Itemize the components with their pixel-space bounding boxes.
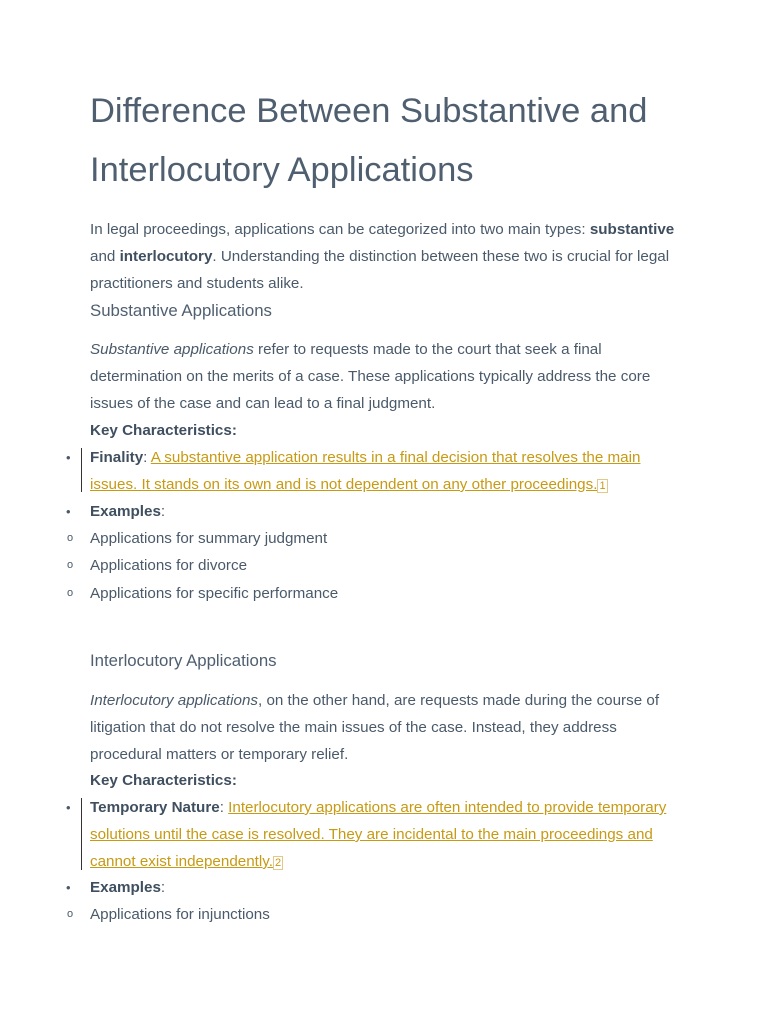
sub-bullet-icon: o xyxy=(67,532,74,544)
interlocutory-examples-label-text: Examples xyxy=(90,879,161,896)
substantive-description xyxy=(90,336,690,417)
interlocutory-examples-label xyxy=(90,874,165,901)
finality-reference-badge[interactable]: 1 xyxy=(599,480,606,492)
intro-text-end: . Understanding the distinction between these two is crucial for legal practitioners and students alike. xyxy=(90,248,670,292)
sub-bullet-icon: o xyxy=(67,587,74,599)
substantive-lead-term: Substantive applications xyxy=(90,341,254,358)
substantive-key-label xyxy=(90,417,237,444)
intro-text-start: In legal proceedings, applications can be categorized into two main types: xyxy=(90,221,590,238)
finality-highlight-link[interactable]: A substantive application results in a final decision that resolves the main issues. It stands on its own and is not dependent on any other proceedings. xyxy=(90,449,641,493)
bullet-icon: • xyxy=(66,504,71,519)
quote-bar xyxy=(81,448,82,492)
temporary-nature-highlight-link[interactable]: Interlocutory applications are often intended to provide temporary solutions until the case is resolved. They are incidental to the main proceedings and cannot exist independently. xyxy=(90,799,667,870)
intro-term-substantive: substantive xyxy=(589,221,675,238)
substantive-example-item: Applications for specific performance xyxy=(90,585,339,602)
temporary-nature-reference-badge[interactable]: 2 xyxy=(274,857,282,869)
substantive-key-label-text: Key Characteristics: xyxy=(90,422,237,439)
interlocutory-heading: Interlocutory Applications xyxy=(90,651,277,670)
substantive-examples-label xyxy=(90,498,165,525)
substantive-heading: Substantive Applications xyxy=(90,301,272,320)
bullet-icon: • xyxy=(66,880,71,895)
substantive-example-item: Applications for divorce xyxy=(90,557,248,574)
intro-term-interlocutory: interlocutory xyxy=(119,248,213,265)
substantive-examples-label-text: Examples xyxy=(90,503,161,520)
interlocutory-lead-term: Interlocutory applications xyxy=(90,692,258,709)
intro-paragraph xyxy=(90,216,690,297)
sub-bullet-icon: o xyxy=(67,559,74,571)
page-title: Difference Between Substantive and Interlocutory Applications xyxy=(90,92,648,189)
interlocutory-examples-colon: : xyxy=(160,879,166,896)
temporary-nature-label: Temporary Nature xyxy=(90,799,220,816)
intro-text-and: and xyxy=(90,248,120,265)
interlocutory-key-label xyxy=(90,767,237,794)
substantive-example-item: Applications for summary judgment xyxy=(90,530,328,547)
interlocutory-example-item: Applications for injunctions xyxy=(90,906,270,923)
finality-item xyxy=(90,444,690,500)
finality-colon: : xyxy=(143,449,148,466)
substantive-lead-text: refer to requests made to the court that seek a final determination on the merits of a case. These applications typically address the core issues of the case and can lead to a final judgment. xyxy=(90,341,651,412)
bullet-icon: • xyxy=(66,450,71,465)
temporary-nature-item xyxy=(90,794,690,877)
interlocutory-description xyxy=(90,687,690,768)
substantive-examples-colon: : xyxy=(160,503,166,520)
bullet-icon: • xyxy=(66,800,71,815)
quote-bar xyxy=(81,798,82,870)
sub-bullet-icon: o xyxy=(67,908,74,920)
interlocutory-lead-text: , on the other hand, are requests made during the course of litigation that do not resolve the main issues of the case. Instead, they address procedural matters or temporary relief. xyxy=(90,692,660,763)
finality-label: Finality xyxy=(90,449,144,466)
temporary-nature-colon: : xyxy=(219,799,224,816)
interlocutory-key-label-text: Key Characteristics: xyxy=(90,772,237,789)
